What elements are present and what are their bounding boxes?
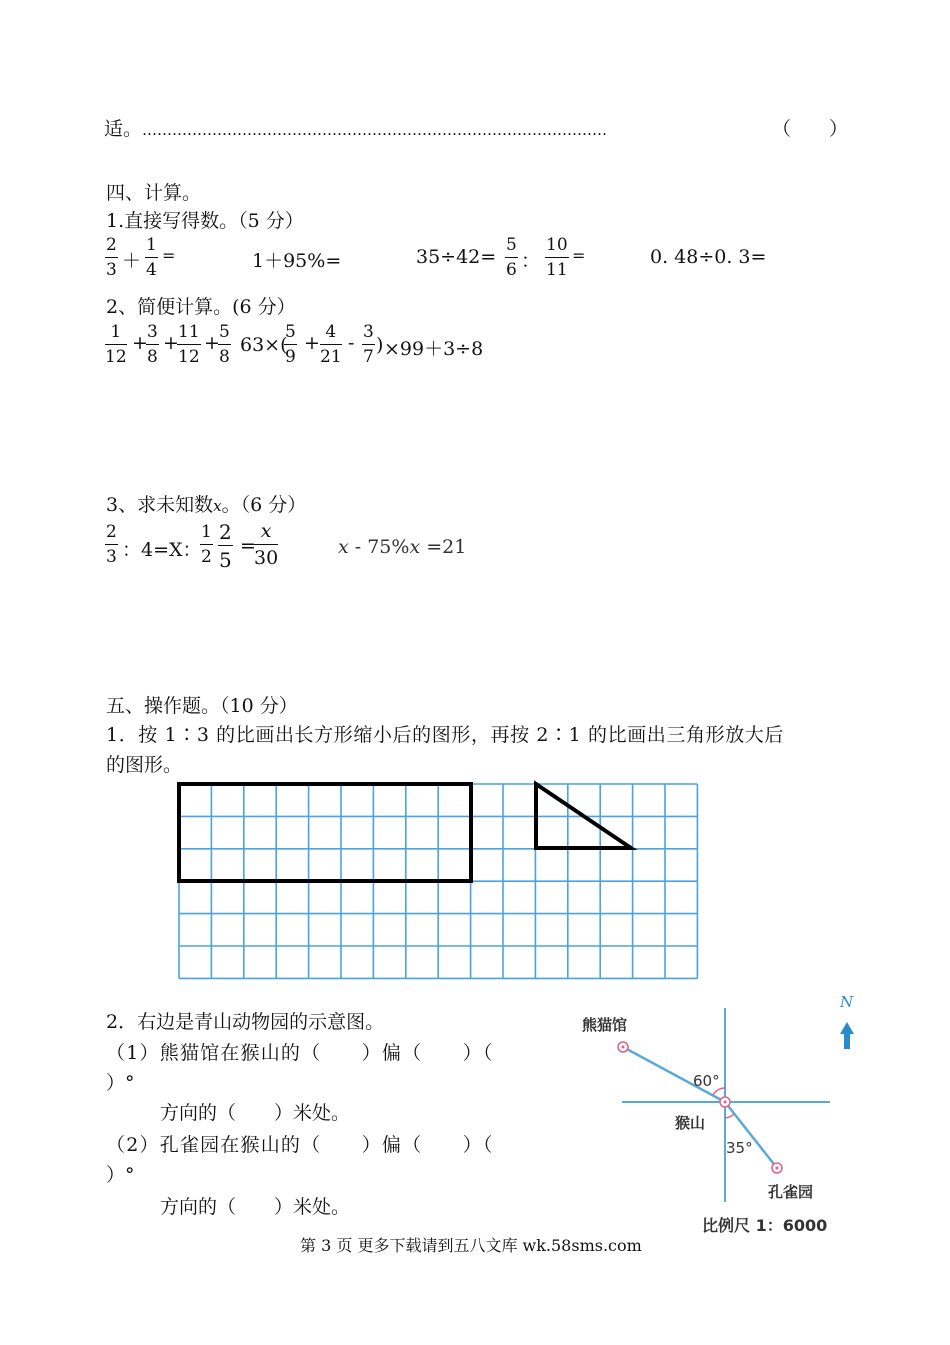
s5-q2-part1-line2: ）° [106, 1072, 135, 1094]
peacock-line [725, 1102, 777, 1168]
top-line-dots: ………………………………………………………………………………… [142, 121, 608, 139]
equals-sign: = [572, 246, 586, 265]
equals-sign: = [162, 246, 176, 265]
q3-eq3-tail: =21 [420, 536, 467, 558]
q3-eq3-mid: - 75% [348, 536, 410, 558]
top-line-paren: （ ） [772, 118, 849, 140]
north-label: N [840, 993, 854, 1011]
s5-q2-part1-line3: 方向的（ ）米处。 [160, 1102, 351, 1124]
north-arrow-icon [840, 1022, 854, 1049]
s5-q2-intro: 2．右边是青山动物园的示意图。 [106, 1011, 385, 1033]
plus-sign: + [204, 332, 220, 354]
equals-sign: = [240, 535, 256, 557]
q1-item-b: 1＋95%= [252, 250, 342, 272]
zoo-map [570, 992, 870, 1242]
var-x: x [338, 536, 349, 558]
angle-60-label: 60° [693, 1072, 720, 1090]
q2-expr2-prefix: 63×( [240, 334, 288, 356]
q2-expr2-suffix: ) [376, 334, 384, 356]
fraction: $\frac{10}{11}$ [546, 235, 568, 280]
fraction: $\frac{3}{7}$ [363, 322, 374, 367]
fraction: $\frac{2}{5}$ [219, 520, 232, 572]
plus-sign: ＋ [122, 250, 142, 272]
q3-label-tail: 。（6 分） [221, 494, 307, 516]
q3-label [106, 490, 306, 517]
scale-label: 比例尺 1：6000 [702, 1216, 828, 1235]
q3-label-text: 3、求未知数 [106, 494, 214, 516]
s5-q2-part2-line3: 方向的（ ）米处。 [160, 1196, 351, 1218]
panda-label: 熊猫馆 [582, 1016, 628, 1034]
monkey-marker-dot [724, 1101, 727, 1104]
fraction: $\frac{1}{2}$ [201, 522, 212, 567]
fraction: $\frac{5}{9}$ [285, 322, 296, 367]
fraction: $\frac{2}{3}$ [106, 522, 117, 567]
plus-sign: + [304, 332, 320, 354]
panda-marker-dot [622, 1046, 625, 1049]
q1-item-c-prefix: 35÷42= [416, 246, 497, 268]
q1-label: 1.直接写得数。（5 分） [106, 210, 304, 232]
plus-sign: + [132, 332, 148, 354]
s5-q2-part2-line1: （2）孔雀园在猴山的（ ）偏（ ）（ [106, 1134, 494, 1156]
var-x: x [409, 536, 421, 558]
s5-q2-part2-line2: ）° [106, 1164, 135, 1186]
drawing-grid [172, 780, 702, 985]
q3-eq1-tail: ：4=X： [122, 539, 202, 561]
s5-q1-line2: 的图形。 [106, 754, 183, 776]
fraction: $\frac{11}{12}$ [178, 322, 200, 367]
fraction: $\frac{x}{30}$ [254, 520, 279, 569]
q2-label: 2、简便计算。(6 分） [106, 296, 296, 318]
ratio-colon: ： [521, 250, 541, 272]
q2-expression-3: ×99＋3÷8 [384, 338, 484, 360]
fraction: $\frac{5}{6}$ [506, 235, 517, 280]
s5-q2-part1-line1: （1）熊猫馆在猴山的（ ）偏（ ）（ [106, 1042, 494, 1064]
peacock-label: 孔雀园 [768, 1183, 814, 1201]
q3-label-var: x [213, 497, 222, 515]
fraction: $\frac{5}{8}$ [219, 322, 230, 367]
q1-item-d: 0. 48÷0. 3= [650, 246, 767, 268]
fraction: $\frac{1}{4}$ [146, 235, 157, 280]
fraction: $\frac{4}{21}$ [320, 322, 342, 367]
fraction: $\frac{1}{12}$ [105, 322, 127, 367]
section5-heading: 五、操作题。（10 分） [106, 695, 298, 717]
q3-equation-3 [338, 536, 466, 558]
top-line-text: 适。 [104, 118, 143, 140]
page-footer: 第 3 页 更多下载请到五八文库 wk.58sms.com [300, 1236, 642, 1255]
plus-sign: + [163, 332, 179, 354]
section4-heading: 四、计算。 [106, 182, 202, 204]
s5-q1-line1: 1．按 1∶3 的比画出长方形缩小后的图形，再按 2∶1 的比画出三角形放大后 [106, 724, 785, 746]
monkey-label: 猴山 [675, 1114, 706, 1132]
minus-sign: - [348, 332, 355, 354]
angle-arc-35 [725, 1114, 734, 1118]
top-line [104, 114, 607, 141]
peacock-marker-dot [776, 1167, 779, 1170]
angle-35-label: 35° [726, 1139, 753, 1157]
fraction: $\frac{2}{3}$ [106, 235, 117, 280]
fraction: $\frac{3}{8}$ [147, 322, 158, 367]
rectangle-shape [179, 784, 471, 881]
